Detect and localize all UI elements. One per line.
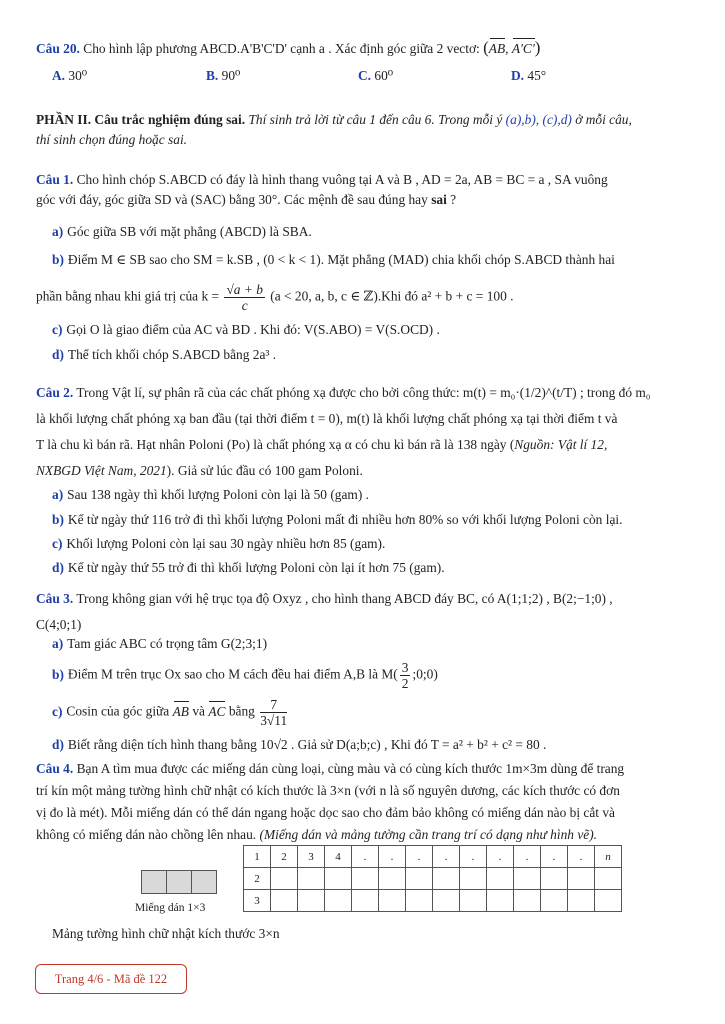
grid-row: 2 <box>244 868 622 890</box>
option-c: C. 60⁰ <box>358 68 394 83</box>
q2-statement-b: b) Kể từ ngày thứ 116 trở đi thì khối lượng Poloni mất đi nhiều hơn 80% so với khối lượng Poloni còn lại. <box>52 512 623 527</box>
question-20: Câu 20. Cho hình lập phương ABCD.A'B'C'D' cạnh a . Xác định góc giữa 2 vectơ: (AB, A'C') <box>36 38 541 57</box>
wall-caption: Mảng tường hình chữ nhật kích thước 3×n <box>52 926 280 941</box>
q3-statement-b: b) Điểm M trên trục Ox sao cho M cách đều hai điểm A,B là M( $\frac{3}{2}$ ;0;0) <box>52 660 438 691</box>
q3-statement-d: d) Biết rằng diện tích hình thang bằng 10√2 . Giả sử D(a;b;c) , Khi đó T = a² + b² + c² = 80 . <box>52 737 547 752</box>
grid-row: 3 <box>244 890 622 912</box>
tile-caption: Miếng dán 1×3 <box>135 902 206 914</box>
tile-cell <box>191 870 217 894</box>
option-b: B. 90⁰ <box>206 68 241 83</box>
vector-a1c1: A'C' <box>512 39 535 59</box>
fraction-k: $\frac{√a + b}{c}$ <box>226 282 263 313</box>
q1-statement-a: a) Góc giữa SB với mặt phẳng (ABCD) là SBA. <box>52 224 312 239</box>
question-2: Câu 2. Trong Vật lí, sự phân rã của các chất phóng xạ được cho bởi công thức: m(t) = m₀·(1/2)^(t/T) ; trong đó m₀ là khối lượng chất phóng xạ ban đầu (tại thời điểm t = 0), m(t) là khối lượng chất phóng xạ tại thời điểm t và T là chu kì bán rã. Hạt nhân Poloni (Po) là chất phóng xạ α có chu kì bán rã là 138 ngày (Nguồn: Vật lí 12, NXBGD Việt Nam, 2021). Giả sử lúc đầu có 100 gam Poloni. <box>36 385 651 478</box>
wall-grid <box>243 845 622 912</box>
q1-statement-c: c) Gọi O là giao điểm của AC và BD . Khi đó: V(S.ABO) = V(S.OCD) . <box>52 322 440 337</box>
q2-statement-a: a) Sau 138 ngày thì khối lượng Poloni còn lại là 50 (gam) . <box>52 487 369 502</box>
q3-statement-c: c) Cosin của góc giữa AB và AC bằng $\frac{7}{3√11}$ <box>52 697 288 728</box>
question-1: Câu 1. Cho hình chóp S.ABCD có đáy là hình thang vuông tại A và B , AD = 2a, AB = BC = a , SA vuông góc với đáy, góc giữa SD và (SAC) bằng 30°. Các mệnh đề sau đúng hay sai ? <box>36 172 608 207</box>
q3-statement-a: a) Tam giác ABC có trọng tâm G(2;3;1) <box>52 636 268 651</box>
tile-cell <box>141 870 167 894</box>
q2-statement-d: d) Kể từ ngày thứ 55 trở đi thì khối lượng Poloni còn lại ít hơn 75 (gam). <box>52 560 445 575</box>
q1-statement-d: d) Thể tích khối chóp S.ABCD bằng 2a³ . <box>52 347 277 362</box>
question-4: Câu 4. Bạn A tìm mua được các miếng dán cùng loại, cùng màu và có cùng kích thước 1m×3m dùng để trang trí kín một mảng tường hình chữ nhật có kích thước là 3×n (với n là số nguyên dương, các kích thước có đơn vị đo là mét). Mỗi miếng dán có thể dán ngang hoặc dọc sao cho đảm bảo không có miếng dán nào bị cắt và không có miếng dán nào chồng lên nhau. (Miếng dán và mảng tường cần trang trí có dạng như hình vẽ). <box>36 761 625 842</box>
q1-statement-b-cont: phần bằng nhau khi giá trị của k = $\frac{√a + b}{c}$ (a < 20, a, b, c ∈ ℤ).Khi đó a² + b + c = 100 . <box>36 282 514 313</box>
tile-cell <box>166 870 192 894</box>
grid-header-row: 1 2 3 4 . . . . . . . . . n <box>244 846 622 868</box>
q2-statement-c: c) Khối lượng Poloni còn lại sau 30 ngày nhiều hơn 85 (gam). <box>52 536 386 551</box>
question-text: Cho hình lập phương ABCD.A'B'C'D' cạnh a . Xác định góc giữa 2 vectơ: <box>83 41 480 56</box>
option-a: A. 30⁰ <box>52 68 88 83</box>
part2-heading: PHẦN II. Câu trắc nghiệm đúng sai. Thí sinh trả lời từ câu 1 đến câu 6. Trong mỗi ý (a),b), (c),d) ở mỗi câu, thí sinh chọn đúng hoặc sai. <box>36 112 632 147</box>
page-footer: Trang 4/6 - Mã đề 122 <box>35 964 187 994</box>
question-label: Câu 20. <box>36 41 80 56</box>
option-d: D. 45° <box>511 68 547 83</box>
vector-ab: AB <box>489 39 505 59</box>
q1-statement-b: b) Điểm M ∈ SB sao cho SM = k.SB , (0 < k < 1). Mặt phẳng (MAD) chia khối chóp S.ABCD thành hai <box>52 252 615 267</box>
question-3: Câu 3. Trong không gian với hệ trục tọa độ Oxyz , cho hình thang ABCD đáy BC, có A(1;1;2) , B(2;−1;0) , C(4;0;1) <box>36 591 613 632</box>
